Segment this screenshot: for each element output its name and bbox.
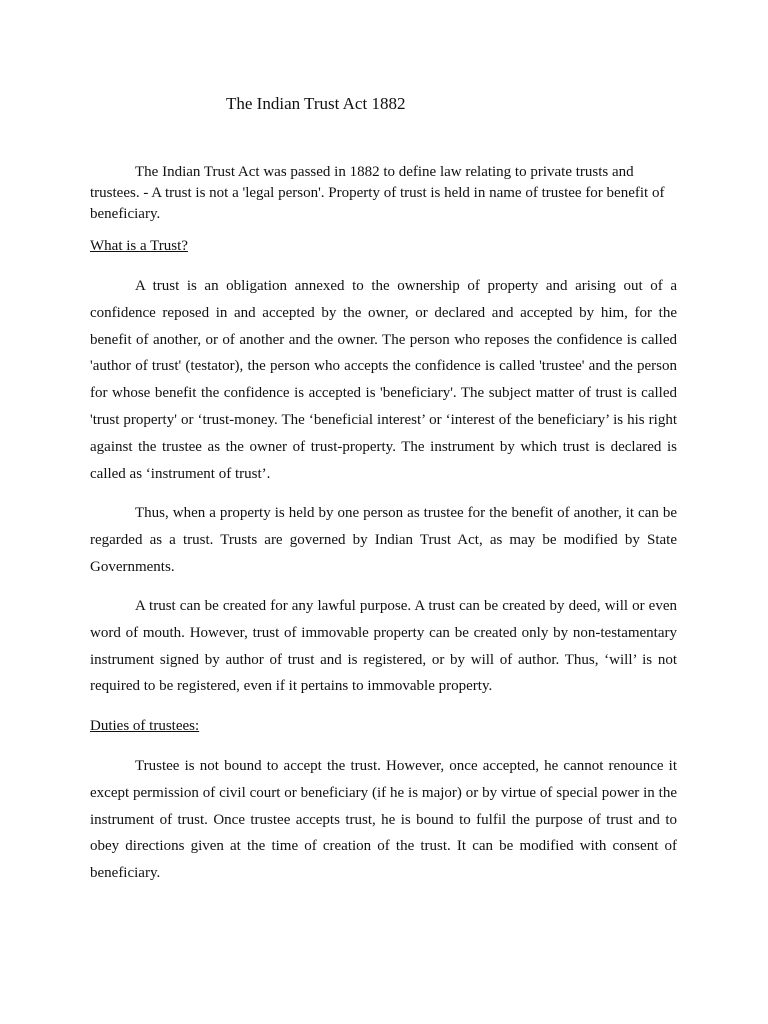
intro-paragraph: The Indian Trust Act was passed in 1882 to define law relating to private trusts and trustees. - A trust is not a 'legal person'. Property of trust is held in name of trustee for benefit of beneficiary.: [90, 164, 665, 222]
trust-creation-paragraph: A trust can be created for any lawful purpose. A trust can be created by deed, will or even word of mouth. However, trust of immovable property can be created only by non-testamentary instrument signed by author of trust and is registered, or by will of author. Thus, ‘will’ is not required to be registered, even if it pertains to immovable property.: [90, 598, 677, 695]
trust-summary-paragraph: Thus, when a property is held by one person as trustee for the benefit of another, it can be regarded as a trust. Trusts are governed by Indian Trust Act, as may be modified by State Governments.: [90, 505, 677, 575]
section-heading-what-is-trust: What is a Trust?: [90, 238, 188, 254]
document-title: The Indian Trust Act 1882: [226, 94, 406, 113]
section-heading-duties: Duties of trustees:: [90, 718, 200, 734]
trust-definition-paragraph: A trust is an obligation annexed to the ownership of property and arising out of a confidence reposed in and accepted by the owner, or declared and accepted by him, for the benefit of another, or of another and the owner. The person who reposes the confidence is called 'author of trust' (testator), the person who accepts the confidence is called 'trustee' and the person for whose benefit the confidence is accepted is 'beneficiary'. The subject matter of trust is called 'trust property' or ‘trust-money. The ‘beneficial interest’ or ‘interest of the beneficiary’ is his right against the trustee as the owner of trust-property. The instrument by which trust is declared is called as ‘instrument of trust’.: [90, 278, 677, 482]
trustee-duties-paragraph: Trustee is not bound to accept the trust. However, once accepted, he cannot renounce it except permission of civil court or beneficiary (if he is major) or by virtue of special power in the instrument of trust. Once trustee accepts trust, he is bound to fulfil the purpose of trust and to obey directions given at the time of creation of the trust. It can be modified with consent of beneficiary.: [90, 758, 677, 882]
